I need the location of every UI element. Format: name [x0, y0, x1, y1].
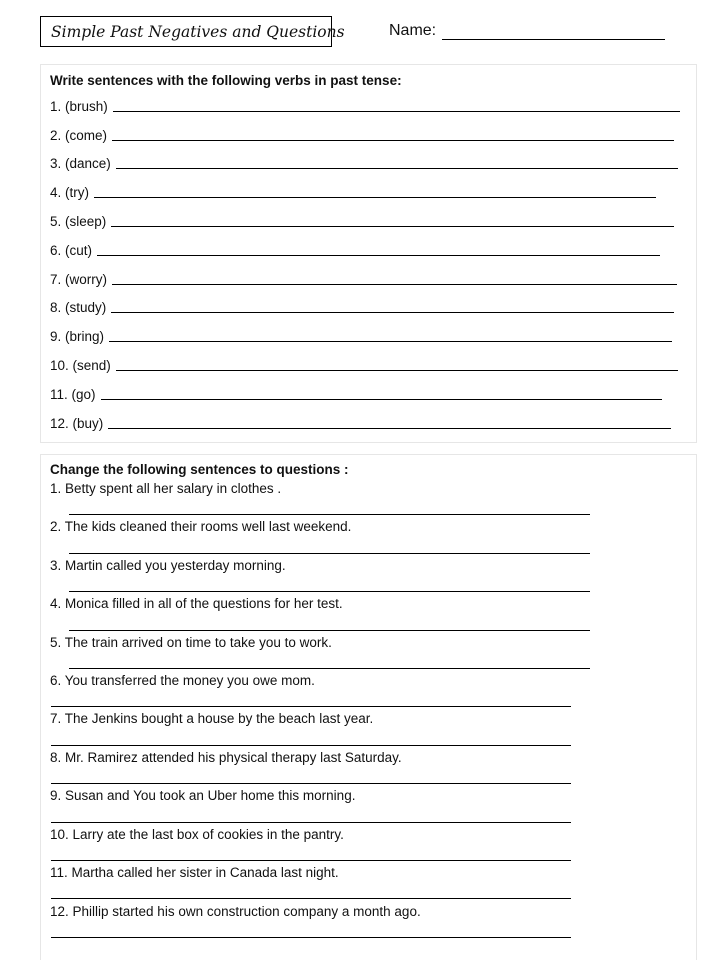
- verb-label: 6. (cut): [50, 243, 93, 258]
- answer-line[interactable]: [69, 668, 590, 669]
- answer-line[interactable]: [109, 341, 672, 342]
- answer-line[interactable]: [51, 822, 571, 823]
- answer-line[interactable]: [97, 255, 660, 256]
- name-label: Name:: [389, 22, 437, 39]
- verb-label: 1. (brush): [50, 99, 108, 114]
- verb-item: [50, 382, 662, 402]
- question-sentence: 1. Betty spent all her salary in clothes .: [50, 481, 282, 496]
- verb-item: [50, 411, 671, 431]
- verb-item: [50, 295, 674, 315]
- answer-line[interactable]: [101, 399, 662, 400]
- verb-item: [50, 151, 678, 171]
- question-sentence: 11. Martha called her sister in Canada last night.: [50, 865, 339, 880]
- question-sentence: 8. Mr. Ramirez attended his physical therapy last Saturday.: [50, 750, 402, 765]
- answer-line[interactable]: [51, 783, 571, 784]
- questions-section: [40, 454, 697, 960]
- answer-line[interactable]: [113, 111, 680, 112]
- answer-line[interactable]: [51, 898, 571, 899]
- answer-line[interactable]: [69, 630, 590, 631]
- verb-item: [50, 238, 660, 258]
- verb-item: [50, 123, 674, 143]
- verb-label: 4. (try): [50, 185, 89, 200]
- question-sentence: 6. You transferred the money you owe mom.: [50, 673, 315, 688]
- answer-line[interactable]: [111, 226, 674, 227]
- answer-line[interactable]: [51, 937, 571, 938]
- verb-label: 10. (send): [50, 358, 111, 373]
- question-sentence: 12. Phillip started his own construction company a month ago.: [50, 904, 421, 919]
- name-field[interactable]: [389, 18, 665, 44]
- answer-line[interactable]: [69, 591, 590, 592]
- worksheet-title: Simple Past Negatives and Questions: [40, 16, 332, 47]
- answer-line[interactable]: [69, 553, 590, 554]
- answer-line[interactable]: [51, 860, 571, 861]
- verb-label: 3. (dance): [50, 156, 111, 171]
- question-sentence: 5. The train arrived on time to take you to work.: [50, 635, 332, 650]
- verbs-instruction: Write sentences with the following verbs in past tense:: [50, 73, 402, 88]
- question-sentence: 9. Susan and You took an Uber home this morning.: [50, 788, 356, 803]
- question-sentence: 3. Martin called you yesterday morning.: [50, 558, 286, 573]
- verb-label: 5. (sleep): [50, 214, 107, 229]
- verb-label: 7. (worry): [50, 272, 107, 287]
- answer-line[interactable]: [94, 197, 656, 198]
- answer-line[interactable]: [111, 312, 674, 313]
- verb-item: [50, 324, 672, 344]
- verb-item: [50, 94, 680, 114]
- verb-item: [50, 180, 656, 200]
- question-sentence: 7. The Jenkins bought a house by the beach last year.: [50, 711, 374, 726]
- verb-item: [50, 267, 677, 287]
- answer-line[interactable]: [51, 745, 571, 746]
- questions-instruction: Change the following sentences to questions :: [50, 462, 349, 477]
- verb-label: 11. (go): [50, 387, 96, 402]
- question-sentence: 4. Monica filled in all of the questions for her test.: [50, 596, 343, 611]
- name-answer-line[interactable]: [442, 39, 665, 40]
- answer-line[interactable]: [116, 168, 678, 169]
- answer-line[interactable]: [116, 370, 678, 371]
- verb-label: 8. (study): [50, 300, 107, 315]
- verb-label: 9. (bring): [50, 329, 105, 344]
- answer-line[interactable]: [112, 284, 677, 285]
- verb-item: [50, 209, 674, 229]
- answer-line[interactable]: [108, 428, 671, 429]
- answer-line[interactable]: [69, 514, 590, 515]
- answer-line[interactable]: [112, 140, 674, 141]
- answer-line[interactable]: [51, 706, 571, 707]
- verbs-section: [40, 64, 697, 443]
- verb-label: 2. (come): [50, 128, 108, 143]
- verb-item: [50, 353, 678, 373]
- verb-label: 12. (buy): [50, 416, 104, 431]
- question-sentence: 10. Larry ate the last box of cookies in the pantry.: [50, 827, 344, 842]
- question-sentence: 2. The kids cleaned their rooms well last weekend.: [50, 519, 352, 534]
